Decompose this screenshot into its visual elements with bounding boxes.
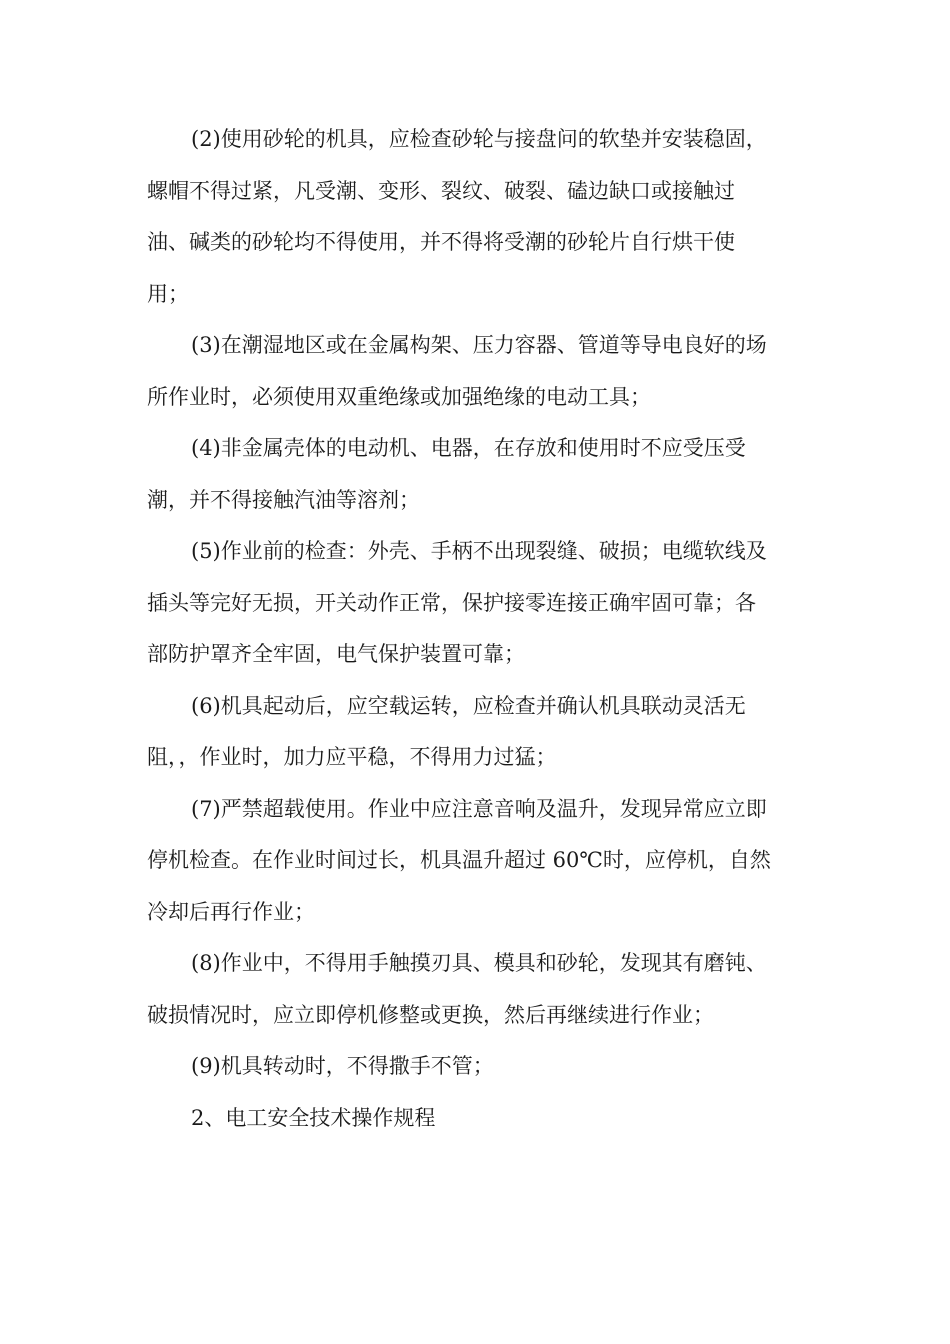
heading-line: 2、电工安全技术操作规程 bbox=[191, 1105, 436, 1130]
paragraph-9 bbox=[147, 1041, 807, 1093]
text-line: 冷却后再行作业； bbox=[147, 899, 315, 924]
document-body bbox=[147, 114, 807, 1144]
text-line: (8)作业中，不得用手触摸刃具、模具和砂轮，发现其有磨钝、 bbox=[191, 951, 767, 975]
paragraph-7 bbox=[147, 784, 807, 939]
text-line: 部防护罩齐全牢固，电气保护装置可靠； bbox=[147, 642, 525, 666]
text-line: (4)非金属壳体的电动机、电器，在存放和使用时不应受压受 bbox=[191, 436, 746, 460]
text-line: (9)机具转动时，不得撒手不管； bbox=[191, 1054, 494, 1078]
text-line: 油、碱类的砂轮均不得使用，并不得将受潮的砂轮片自行烘干使 bbox=[147, 230, 735, 254]
paragraph-4 bbox=[147, 423, 807, 526]
text-line: 停机检查。在作业时间过长，机具温升超过 60℃时，应停机，自然 bbox=[147, 848, 771, 872]
paragraph-2 bbox=[147, 114, 807, 320]
text-line: 螺帽不得过紧，凡受潮、变形、裂纹、破裂、磕边缺口或接触过 bbox=[147, 178, 735, 203]
text-line: 阻，，作业时，加力应平稳，不得用力过猛； bbox=[147, 745, 557, 769]
paragraph-3 bbox=[147, 320, 807, 423]
paragraph-8 bbox=[147, 938, 807, 1041]
paragraph-5 bbox=[147, 526, 807, 681]
paragraph-6 bbox=[147, 681, 807, 784]
text-line: (6)机具起动后，应空载运转，应检查并确认机具联动灵活无 bbox=[191, 693, 746, 718]
text-line: (3)在潮湿地区或在金属构架、压力容器、管道等导电良好的场 bbox=[191, 333, 767, 357]
text-line: (2)使用砂轮的机具，应检查砂轮与接盘问的软垫并安装稳固， bbox=[191, 127, 767, 151]
text-line: 潮，并不得接触汽油等溶剂； bbox=[147, 487, 420, 512]
text-line: 所作业时，必须使用双重绝缘或加强绝缘的电动工具； bbox=[147, 384, 651, 409]
text-line: 用； bbox=[147, 281, 189, 306]
text-line: (7)严禁超载使用。作业中应注意音响及温升，发现异常应立即 bbox=[191, 796, 767, 821]
text-line: 破损情况时，应立即停机修整或更换，然后再继续进行作业； bbox=[147, 1002, 714, 1027]
section-heading bbox=[147, 1093, 807, 1145]
text-line: 插头等完好无损，开关动作正常，保护接零连接正确牢固可靠；各 bbox=[147, 590, 756, 615]
text-line: (5)作业前的检查：外壳、手柄不出现裂缝、破损；电缆软线及 bbox=[191, 539, 767, 563]
